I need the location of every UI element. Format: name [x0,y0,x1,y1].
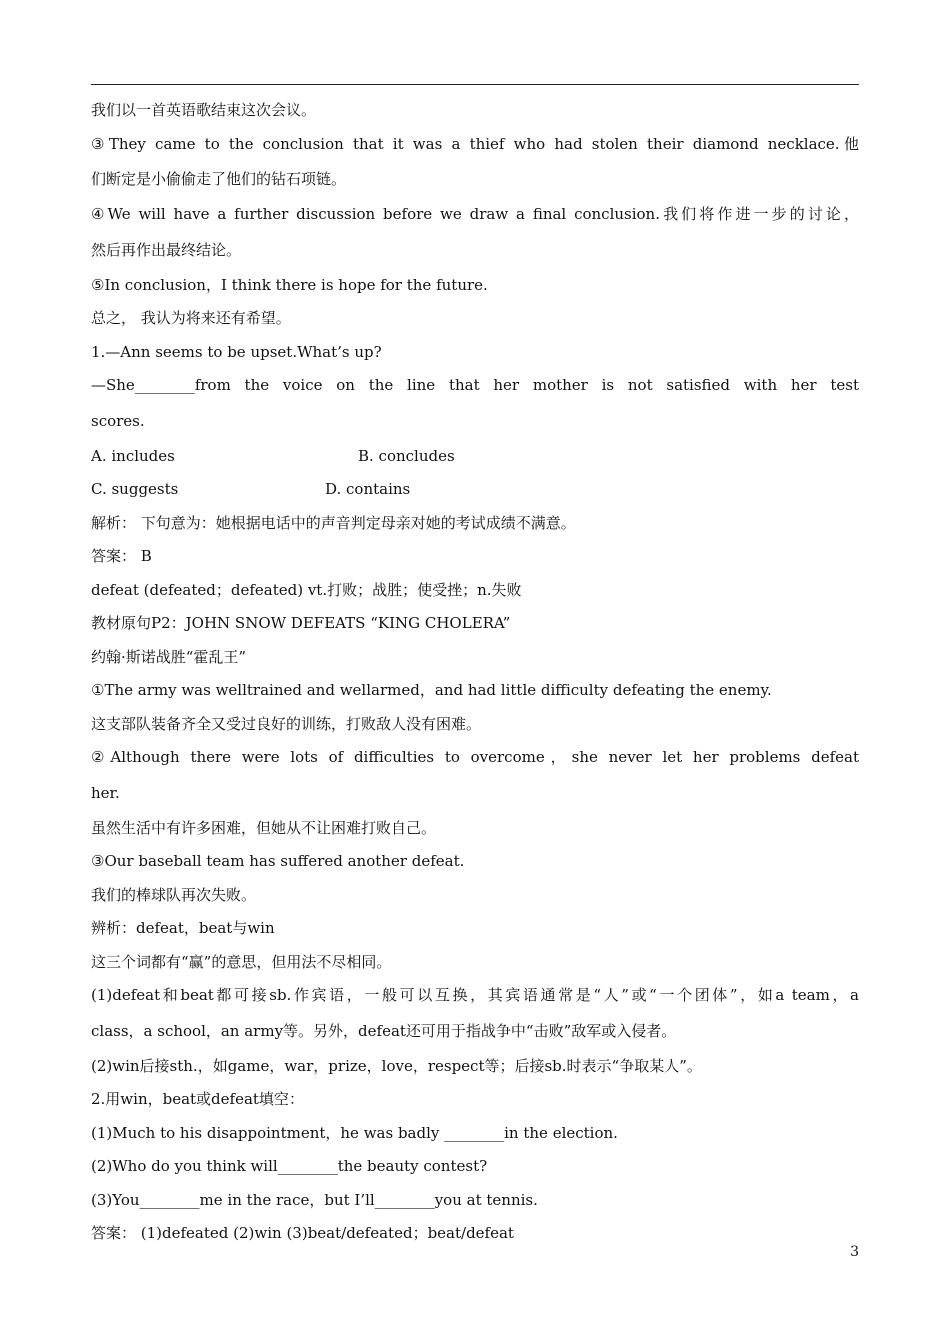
text-line: 约翰·斯诺战胜“霍乱王” [91,647,247,666]
options-row-2 [91,473,859,507]
text-line: class，a school，an army等。另外，defeat还可用于指战争中“击败”敌军或入侵者。 [91,1021,677,1040]
question-1: 1.—Ann seems to be upset.What’s up? [91,342,382,361]
text-line: (3)You________me in the race，but I’ll________you at tennis. [91,1190,538,1209]
text-line: 这支部队装备齐全又受过良好的训练，打败敌人没有困难。 [91,714,482,733]
text-line: (1)defeat和beat都可接sb.作宾语，一般可以互换，其宾语通常是“人”或“一个团体”，如a team，a [91,986,859,1004]
page-number: 3 [850,1244,859,1260]
option-b: B. concludes [358,446,455,465]
text-line: ③Our baseball team has suffered another defeat. [91,852,465,870]
text-line: 然后再作出最终结论。 [91,240,242,259]
text-line: (2)Who do you think will________the beauty contest? [91,1157,488,1175]
text-line: 这三个词都有“赢”的意思，但用法不尽相同。 [91,952,392,971]
option-a: A. includes [91,446,175,465]
question-2: 2.用win，beat或defeat填空： [91,1090,304,1108]
text-line: ①The army was welltrained and wellarmed，and had little difficulty defeating the enemy. [91,681,772,699]
option-d: D. contains [325,480,411,498]
text-line: defeat (defeated；defeated) vt.打败；战胜；使受挫；n.失败 [91,580,522,599]
text-line: 我们以一首英语歌结束这次会议。 [91,101,317,119]
text-line: 们断定是小偷偷走了他们的钻石项链。 [91,170,347,188]
text-line: (1)Much to his disappointment，he was badly ________in the election. [91,1123,618,1142]
text-line: scores. [91,411,145,430]
text-line: ④We will have a further discussion before we draw a final conclusion.我们将作进一步的讨论， [91,205,859,223]
text-line: (2)win后接sth.，如game，war，prize，love，respect等；后接sb.时表示“争取某人”。 [91,1056,702,1075]
text-line: ③They came to the conclusion that it was a thief who had stolen their diamond necklace.他 [91,134,859,153]
page-body [91,94,859,1251]
text-line: ⑤In conclusion，I think there is hope for the future. [91,275,488,294]
text-line: 辨析：defeat，beat与win [91,919,275,937]
text-line: 虽然生活中有许多困难，但她从不让困难打败自己。 [91,818,437,837]
header-rule [91,84,859,85]
text-line: 总之， 我认为将来还有希望。 [91,309,291,327]
answer-line: 答案： B [91,547,152,565]
text-line: ②Although there were lots of difficulties to overcome，she never let her problems defeat [91,748,859,766]
text-line: —She________from the voice on the line that her mother is not satisfied with her test [91,376,859,394]
analysis-line: 解析： 下句意为：她根据电话中的声音判定母亲对她的考试成绩不满意。 [91,513,576,532]
option-c: C. suggests [91,480,179,498]
answer-line: 答案： (1)defeated (2)win (3)beat/defeated；beat/defeat [91,1224,514,1242]
text-line: 教材原句P2：JOHN SNOW DEFEATS “KING CHOLERA” [91,614,511,632]
text-line: her. [91,783,120,802]
text-line: 我们的棒球队再次失败。 [91,885,257,904]
options-row-1 [91,440,859,474]
